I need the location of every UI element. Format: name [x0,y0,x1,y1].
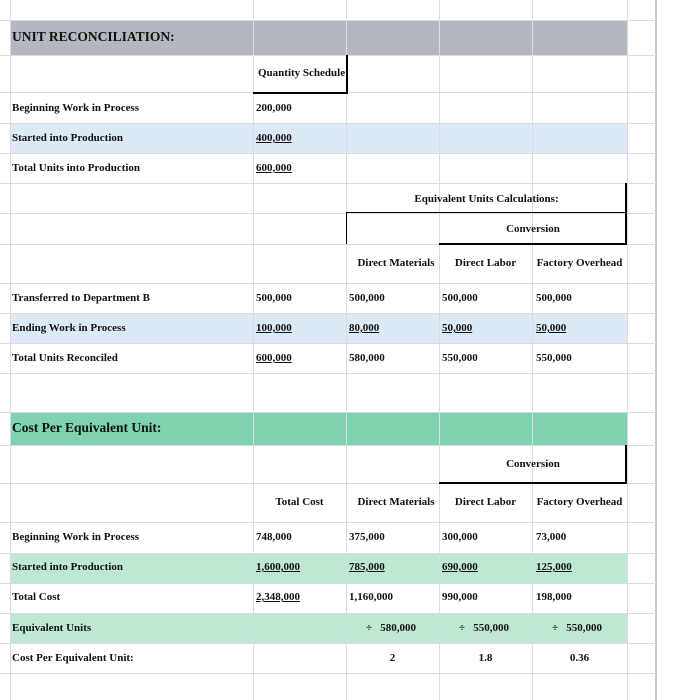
grid-col-line [627,0,628,700]
cost-beginning-wip-dm: 375,000 [349,531,385,543]
ending-wip-foh: 50,000 [536,322,567,334]
cost-started-total: 1,600,000 [256,561,300,573]
divide-symbol: ÷ [459,622,466,634]
quantity-schedule-border-bottom [253,92,348,94]
ending-wip-label: Ending Work in Process [12,322,126,334]
total-cost-dl: 990,000 [442,591,478,603]
transferred-qty: 500,000 [256,292,292,304]
cost-per-unit-label: Cost Per Equivalent Unit: [12,652,134,664]
cost-conversion-border-bottom [439,482,627,484]
grid-row-line [0,373,657,374]
cost-per-eu-title: Cost Per Equivalent Unit: [12,420,162,435]
grid-row-line [0,553,657,554]
equivalent-units-foh [552,621,602,635]
cost-started-label: Started into Production [12,561,124,573]
col-header-cost-direct-materials: Direct Materials [357,496,435,508]
grid-row-line [0,20,657,21]
total-reconciled-qty: 600,000 [256,352,292,364]
total-reconciled-dm: 580,000 [349,352,385,364]
ending-wip-dl: 50,000 [442,322,473,334]
transferred-dm: 500,000 [349,292,385,304]
grid-col-line [346,0,347,700]
cost-conversion-label: Conversion [506,458,560,470]
grid-col-line [439,0,440,700]
total-cost-label: Total Cost [12,591,61,603]
cost-beginning-wip-label: Beginning Work in Process [12,531,140,543]
col-header-factory-overhead: Factory Overhead [536,257,623,269]
cost-beginning-wip-total: 748,000 [256,531,292,543]
quantity-schedule-border-right [346,55,348,92]
total-cost-total: 2,348,000 [256,591,300,603]
grid-row-line [0,55,657,56]
equivalent-units-dm-value: 580,000 [380,622,417,634]
sheet-right-edge [655,0,657,700]
beginning-wip-label: Beginning Work in Process [12,102,140,114]
total-cost-dm: 1,160,000 [349,591,393,603]
grid-row-line [0,522,657,523]
grid-row-line [0,183,657,184]
ending-wip-qty: 100,000 [256,322,292,334]
cost-per-unit-dm: 2 [389,652,396,664]
eu-header-border-left [346,213,347,244]
cost-beginning-wip-foh: 73,000 [536,531,567,543]
total-reconciled-foh: 550,000 [536,352,572,364]
grid-row-line [0,343,657,344]
grid-row-line [0,583,657,584]
equivalent-units-dl-value: 550,000 [473,622,510,634]
quantity-schedule-label: Quantity Schedule [258,67,346,79]
col-header-direct-labor: Direct Labor [454,257,517,269]
eu-header-border-top [346,212,627,213]
ending-wip-dm: 80,000 [349,322,380,334]
col-header-total-cost: Total Cost [275,496,324,508]
grid-col-line [532,0,533,700]
grid-row-line [0,313,657,314]
equivalent-units-dl [459,621,509,635]
total-cost-foh: 198,000 [536,591,572,603]
total-units-label: Total Units into Production [12,162,141,174]
divide-symbol: ÷ [366,622,373,634]
grid-row-line [0,613,657,614]
conversion-border-bottom [439,243,627,245]
cost-per-unit-dl: 1.8 [478,652,493,664]
transferred-dl: 500,000 [442,292,478,304]
grid-row-line [0,643,657,644]
cost-started-dm: 785,000 [349,561,385,573]
col-header-cost-factory-overhead: Factory Overhead [536,496,623,508]
grid-row-line [0,445,657,446]
transferred-label: Transferred to Department B [12,292,150,304]
started-qty: 400,000 [256,132,292,144]
unit-reconciliation-title: UNIT RECONCILIATION: [12,29,175,44]
grid-row-line [0,213,657,214]
beginning-wip-qty: 200,000 [256,102,292,114]
started-label: Started into Production [12,132,124,144]
col-header-cost-direct-labor: Direct Labor [454,496,517,508]
total-reconciled-label: Total Units Reconciled [12,352,118,364]
cost-per-unit-foh: 0.36 [569,652,590,664]
divide-symbol: ÷ [552,622,559,634]
equivalent-units-dm [366,621,416,635]
grid-row-line [0,412,657,413]
transferred-foh: 500,000 [536,292,572,304]
grid-col-line [253,0,254,700]
cost-beginning-wip-dl: 300,000 [442,531,478,543]
grid-row-line [0,283,657,284]
col-header-direct-materials: Direct Materials [357,257,435,269]
grid-row-line [0,153,657,154]
total-reconciled-dl: 550,000 [442,352,478,364]
cost-started-dl: 690,000 [442,561,478,573]
grid-row-line [0,673,657,674]
eu-calculations-title: Equivalent Units Calculations: [414,193,559,205]
total-units-qty: 600,000 [256,162,292,174]
equivalent-units-row-band [10,613,627,643]
equivalent-units-label: Equivalent Units [12,622,92,634]
grid-col-line [10,0,11,700]
cost-started-foh: 125,000 [536,561,572,573]
eu-conversion-label: Conversion [506,223,560,235]
grid-row-line [0,123,657,124]
equivalent-units-foh-value: 550,000 [566,622,603,634]
